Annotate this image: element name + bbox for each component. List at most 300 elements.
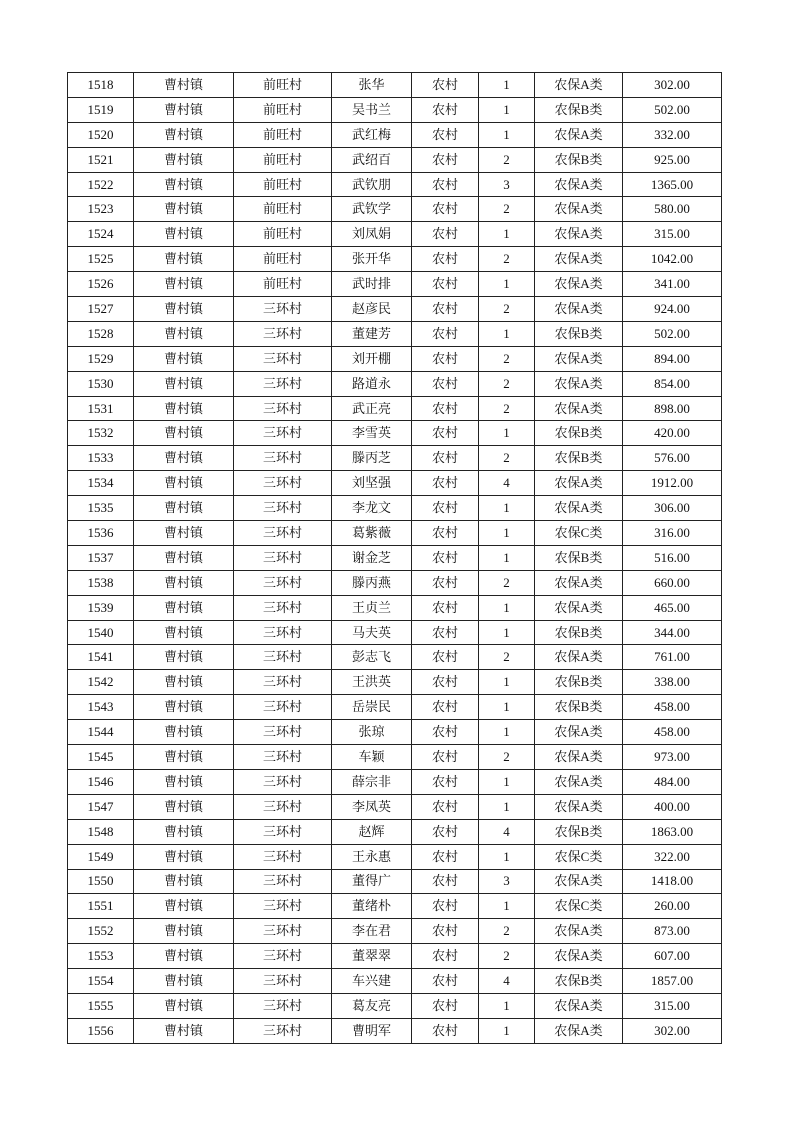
town-cell: 曹村镇 <box>134 297 234 322</box>
name-cell: 彭志飞 <box>332 645 412 670</box>
household-type-cell: 农村 <box>412 993 479 1018</box>
household-size-cell: 1 <box>479 521 535 546</box>
household-size-cell: 1 <box>479 73 535 98</box>
household-type-cell: 农村 <box>412 620 479 645</box>
village-cell: 三环村 <box>234 595 332 620</box>
serial-number-cell: 1519 <box>68 97 134 122</box>
name-cell: 张华 <box>332 73 412 98</box>
household-size-cell: 1 <box>479 844 535 869</box>
village-cell: 三环村 <box>234 521 332 546</box>
name-cell: 武绍百 <box>332 147 412 172</box>
village-cell: 三环村 <box>234 346 332 371</box>
serial-number-cell: 1541 <box>68 645 134 670</box>
name-cell: 车颖 <box>332 745 412 770</box>
table-row <box>68 197 722 222</box>
name-cell: 滕丙芝 <box>332 446 412 471</box>
amount-cell: 925.00 <box>623 147 722 172</box>
village-cell: 三环村 <box>234 695 332 720</box>
town-cell: 曹村镇 <box>134 695 234 720</box>
household-size-cell: 2 <box>479 247 535 272</box>
town-cell: 曹村镇 <box>134 147 234 172</box>
name-cell: 董得广 <box>332 869 412 894</box>
household-type-cell: 农村 <box>412 869 479 894</box>
town-cell: 曹村镇 <box>134 197 234 222</box>
serial-number-cell: 1522 <box>68 172 134 197</box>
insurance-category-cell: 农保A类 <box>535 396 623 421</box>
village-cell: 三环村 <box>234 769 332 794</box>
amount-cell: 400.00 <box>623 794 722 819</box>
table-row <box>68 869 722 894</box>
household-size-cell: 1 <box>479 670 535 695</box>
serial-number-cell: 1518 <box>68 73 134 98</box>
town-cell: 曹村镇 <box>134 745 234 770</box>
amount-cell: 484.00 <box>623 769 722 794</box>
name-cell: 车兴建 <box>332 969 412 994</box>
town-cell: 曹村镇 <box>134 993 234 1018</box>
name-cell: 董建芳 <box>332 321 412 346</box>
serial-number-cell: 1554 <box>68 969 134 994</box>
table-row <box>68 919 722 944</box>
amount-cell: 894.00 <box>623 346 722 371</box>
household-size-cell: 4 <box>479 471 535 496</box>
insurance-category-cell: 农保B类 <box>535 545 623 570</box>
town-cell: 曹村镇 <box>134 944 234 969</box>
town-cell: 曹村镇 <box>134 595 234 620</box>
amount-cell: 607.00 <box>623 944 722 969</box>
serial-number-cell: 1539 <box>68 595 134 620</box>
table-row <box>68 272 722 297</box>
household-type-cell: 农村 <box>412 595 479 620</box>
name-cell: 滕丙燕 <box>332 570 412 595</box>
village-cell: 三环村 <box>234 844 332 869</box>
household-size-cell: 1 <box>479 794 535 819</box>
amount-cell: 873.00 <box>623 919 722 944</box>
serial-number-cell: 1521 <box>68 147 134 172</box>
name-cell: 马夫英 <box>332 620 412 645</box>
insurance-category-cell: 农保B类 <box>535 620 623 645</box>
name-cell: 薛宗非 <box>332 769 412 794</box>
village-cell: 三环村 <box>234 620 332 645</box>
amount-cell: 1365.00 <box>623 172 722 197</box>
household-type-cell: 农村 <box>412 97 479 122</box>
insurance-category-cell: 农保A类 <box>535 471 623 496</box>
town-cell: 曹村镇 <box>134 844 234 869</box>
name-cell: 武钦学 <box>332 197 412 222</box>
name-cell: 武时排 <box>332 272 412 297</box>
name-cell: 吴书兰 <box>332 97 412 122</box>
amount-cell: 302.00 <box>623 73 722 98</box>
name-cell: 张琼 <box>332 720 412 745</box>
insurance-category-cell: 农保A类 <box>535 297 623 322</box>
village-cell: 前旺村 <box>234 272 332 297</box>
table-row <box>68 396 722 421</box>
table-row <box>68 595 722 620</box>
household-size-cell: 1 <box>479 421 535 446</box>
household-type-cell: 农村 <box>412 247 479 272</box>
insurance-category-cell: 农保A类 <box>535 645 623 670</box>
village-cell: 三环村 <box>234 471 332 496</box>
table-row <box>68 844 722 869</box>
village-cell: 三环村 <box>234 446 332 471</box>
serial-number-cell: 1543 <box>68 695 134 720</box>
name-cell: 刘坚强 <box>332 471 412 496</box>
table-row <box>68 794 722 819</box>
insurance-category-cell: 农保A类 <box>535 919 623 944</box>
table-row <box>68 545 722 570</box>
village-cell: 三环村 <box>234 1018 332 1043</box>
serial-number-cell: 1525 <box>68 247 134 272</box>
serial-number-cell: 1532 <box>68 421 134 446</box>
insurance-category-cell: 农保A类 <box>535 272 623 297</box>
table-row <box>68 993 722 1018</box>
name-cell: 岳崇民 <box>332 695 412 720</box>
village-cell: 三环村 <box>234 545 332 570</box>
amount-cell: 1042.00 <box>623 247 722 272</box>
household-type-cell: 农村 <box>412 545 479 570</box>
name-cell: 赵彦民 <box>332 297 412 322</box>
household-type-cell: 农村 <box>412 197 479 222</box>
town-cell: 曹村镇 <box>134 222 234 247</box>
insurance-category-cell: 农保B类 <box>535 147 623 172</box>
table-row <box>68 645 722 670</box>
household-type-cell: 农村 <box>412 222 479 247</box>
household-size-cell: 1 <box>479 595 535 620</box>
household-size-cell: 2 <box>479 371 535 396</box>
insurance-category-cell: 农保A类 <box>535 73 623 98</box>
name-cell: 李在君 <box>332 919 412 944</box>
amount-cell: 322.00 <box>623 844 722 869</box>
amount-cell: 761.00 <box>623 645 722 670</box>
household-size-cell: 2 <box>479 297 535 322</box>
household-type-cell: 农村 <box>412 894 479 919</box>
amount-cell: 458.00 <box>623 720 722 745</box>
table-row <box>68 1018 722 1043</box>
household-size-cell: 2 <box>479 745 535 770</box>
household-size-cell: 1 <box>479 496 535 521</box>
town-cell: 曹村镇 <box>134 720 234 745</box>
insurance-category-cell: 农保B类 <box>535 321 623 346</box>
name-cell: 葛友亮 <box>332 993 412 1018</box>
serial-number-cell: 1555 <box>68 993 134 1018</box>
amount-cell: 898.00 <box>623 396 722 421</box>
household-type-cell: 农村 <box>412 421 479 446</box>
insurance-category-cell: 农保A类 <box>535 371 623 396</box>
household-size-cell: 2 <box>479 919 535 944</box>
serial-number-cell: 1528 <box>68 321 134 346</box>
town-cell: 曹村镇 <box>134 919 234 944</box>
insurance-category-cell: 农保A类 <box>535 769 623 794</box>
insurance-category-cell: 农保A类 <box>535 122 623 147</box>
insurance-category-cell: 农保A类 <box>535 346 623 371</box>
insurance-category-cell: 农保A类 <box>535 993 623 1018</box>
serial-number-cell: 1551 <box>68 894 134 919</box>
amount-cell: 420.00 <box>623 421 722 446</box>
subsidy-table <box>67 72 722 1044</box>
table-row <box>68 521 722 546</box>
amount-cell: 315.00 <box>623 993 722 1018</box>
insurance-category-cell: 农保C类 <box>535 844 623 869</box>
household-size-cell: 4 <box>479 969 535 994</box>
serial-number-cell: 1530 <box>68 371 134 396</box>
serial-number-cell: 1544 <box>68 720 134 745</box>
amount-cell: 1857.00 <box>623 969 722 994</box>
town-cell: 曹村镇 <box>134 73 234 98</box>
household-type-cell: 农村 <box>412 794 479 819</box>
amount-cell: 302.00 <box>623 1018 722 1043</box>
amount-cell: 344.00 <box>623 620 722 645</box>
household-type-cell: 农村 <box>412 471 479 496</box>
village-cell: 三环村 <box>234 321 332 346</box>
name-cell: 谢金芝 <box>332 545 412 570</box>
insurance-category-cell: 农保A类 <box>535 496 623 521</box>
name-cell: 曹明军 <box>332 1018 412 1043</box>
insurance-category-cell: 农保A类 <box>535 172 623 197</box>
name-cell: 王洪英 <box>332 670 412 695</box>
town-cell: 曹村镇 <box>134 97 234 122</box>
table-row <box>68 944 722 969</box>
insurance-category-cell: 农保A类 <box>535 720 623 745</box>
serial-number-cell: 1524 <box>68 222 134 247</box>
village-cell: 三环村 <box>234 371 332 396</box>
table-row <box>68 570 722 595</box>
table-row <box>68 346 722 371</box>
table-row <box>68 496 722 521</box>
town-cell: 曹村镇 <box>134 645 234 670</box>
insurance-category-cell: 农保A类 <box>535 595 623 620</box>
town-cell: 曹村镇 <box>134 446 234 471</box>
town-cell: 曹村镇 <box>134 819 234 844</box>
household-size-cell: 1 <box>479 620 535 645</box>
serial-number-cell: 1538 <box>68 570 134 595</box>
household-type-cell: 农村 <box>412 346 479 371</box>
insurance-category-cell: 农保B类 <box>535 446 623 471</box>
name-cell: 王贞兰 <box>332 595 412 620</box>
village-cell: 三环村 <box>234 993 332 1018</box>
household-type-cell: 农村 <box>412 396 479 421</box>
town-cell: 曹村镇 <box>134 396 234 421</box>
amount-cell: 660.00 <box>623 570 722 595</box>
village-cell: 前旺村 <box>234 122 332 147</box>
amount-cell: 924.00 <box>623 297 722 322</box>
household-size-cell: 2 <box>479 396 535 421</box>
village-cell: 三环村 <box>234 745 332 770</box>
serial-number-cell: 1531 <box>68 396 134 421</box>
household-size-cell: 3 <box>479 869 535 894</box>
household-type-cell: 农村 <box>412 570 479 595</box>
village-cell: 前旺村 <box>234 172 332 197</box>
amount-cell: 306.00 <box>623 496 722 521</box>
table-row <box>68 73 722 98</box>
serial-number-cell: 1534 <box>68 471 134 496</box>
amount-cell: 465.00 <box>623 595 722 620</box>
amount-cell: 260.00 <box>623 894 722 919</box>
serial-number-cell: 1553 <box>68 944 134 969</box>
amount-cell: 516.00 <box>623 545 722 570</box>
name-cell: 刘开棚 <box>332 346 412 371</box>
household-size-cell: 2 <box>479 645 535 670</box>
household-type-cell: 农村 <box>412 521 479 546</box>
household-type-cell: 农村 <box>412 272 479 297</box>
insurance-category-cell: 农保A类 <box>535 197 623 222</box>
insurance-category-cell: 农保B类 <box>535 97 623 122</box>
village-cell: 三环村 <box>234 570 332 595</box>
insurance-category-cell: 农保B类 <box>535 670 623 695</box>
amount-cell: 973.00 <box>623 745 722 770</box>
village-cell: 三环村 <box>234 819 332 844</box>
name-cell: 葛紫薇 <box>332 521 412 546</box>
town-cell: 曹村镇 <box>134 794 234 819</box>
name-cell: 李凤英 <box>332 794 412 819</box>
amount-cell: 1912.00 <box>623 471 722 496</box>
insurance-category-cell: 农保C类 <box>535 521 623 546</box>
town-cell: 曹村镇 <box>134 471 234 496</box>
household-size-cell: 1 <box>479 122 535 147</box>
household-type-cell: 农村 <box>412 446 479 471</box>
household-type-cell: 农村 <box>412 844 479 869</box>
town-cell: 曹村镇 <box>134 869 234 894</box>
table-row <box>68 695 722 720</box>
village-cell: 前旺村 <box>234 73 332 98</box>
village-cell: 三环村 <box>234 297 332 322</box>
village-cell: 前旺村 <box>234 147 332 172</box>
household-type-cell: 农村 <box>412 371 479 396</box>
table-row <box>68 421 722 446</box>
table-row <box>68 172 722 197</box>
insurance-category-cell: 农保B类 <box>535 421 623 446</box>
serial-number-cell: 1545 <box>68 745 134 770</box>
household-size-cell: 1 <box>479 993 535 1018</box>
amount-cell: 1418.00 <box>623 869 722 894</box>
household-size-cell: 1 <box>479 97 535 122</box>
insurance-category-cell: 农保A类 <box>535 247 623 272</box>
serial-number-cell: 1533 <box>68 446 134 471</box>
town-cell: 曹村镇 <box>134 272 234 297</box>
household-size-cell: 1 <box>479 894 535 919</box>
serial-number-cell: 1549 <box>68 844 134 869</box>
serial-number-cell: 1550 <box>68 869 134 894</box>
name-cell: 刘凤娟 <box>332 222 412 247</box>
household-type-cell: 农村 <box>412 695 479 720</box>
town-cell: 曹村镇 <box>134 521 234 546</box>
table-row <box>68 670 722 695</box>
household-type-cell: 农村 <box>412 919 479 944</box>
serial-number-cell: 1540 <box>68 620 134 645</box>
serial-number-cell: 1527 <box>68 297 134 322</box>
amount-cell: 502.00 <box>623 321 722 346</box>
amount-cell: 332.00 <box>623 122 722 147</box>
serial-number-cell: 1556 <box>68 1018 134 1043</box>
town-cell: 曹村镇 <box>134 421 234 446</box>
town-cell: 曹村镇 <box>134 769 234 794</box>
household-size-cell: 2 <box>479 570 535 595</box>
household-type-cell: 农村 <box>412 819 479 844</box>
household-size-cell: 1 <box>479 545 535 570</box>
insurance-category-cell: 农保A类 <box>535 570 623 595</box>
village-cell: 三环村 <box>234 944 332 969</box>
village-cell: 三环村 <box>234 720 332 745</box>
village-cell: 三环村 <box>234 969 332 994</box>
name-cell: 赵辉 <box>332 819 412 844</box>
household-type-cell: 农村 <box>412 745 479 770</box>
name-cell: 武红梅 <box>332 122 412 147</box>
household-type-cell: 农村 <box>412 297 479 322</box>
town-cell: 曹村镇 <box>134 545 234 570</box>
village-cell: 三环村 <box>234 670 332 695</box>
household-size-cell: 3 <box>479 172 535 197</box>
household-type-cell: 农村 <box>412 1018 479 1043</box>
village-cell: 三环村 <box>234 894 332 919</box>
insurance-category-cell: 农保A类 <box>535 944 623 969</box>
table-row <box>68 147 722 172</box>
amount-cell: 458.00 <box>623 695 722 720</box>
household-size-cell: 2 <box>479 944 535 969</box>
household-type-cell: 农村 <box>412 73 479 98</box>
household-size-cell: 2 <box>479 346 535 371</box>
village-cell: 三环村 <box>234 869 332 894</box>
serial-number-cell: 1537 <box>68 545 134 570</box>
household-type-cell: 农村 <box>412 670 479 695</box>
serial-number-cell: 1536 <box>68 521 134 546</box>
table-row <box>68 446 722 471</box>
insurance-category-cell: 农保A类 <box>535 745 623 770</box>
table-row <box>68 297 722 322</box>
table-row <box>68 745 722 770</box>
household-size-cell: 1 <box>479 321 535 346</box>
village-cell: 三环村 <box>234 645 332 670</box>
table-row <box>68 371 722 396</box>
household-type-cell: 农村 <box>412 147 479 172</box>
name-cell: 董绪朴 <box>332 894 412 919</box>
serial-number-cell: 1529 <box>68 346 134 371</box>
amount-cell: 341.00 <box>623 272 722 297</box>
household-type-cell: 农村 <box>412 769 479 794</box>
name-cell: 武钦朋 <box>332 172 412 197</box>
village-cell: 三环村 <box>234 496 332 521</box>
name-cell: 路道永 <box>332 371 412 396</box>
serial-number-cell: 1547 <box>68 794 134 819</box>
town-cell: 曹村镇 <box>134 894 234 919</box>
table-row <box>68 720 722 745</box>
household-type-cell: 农村 <box>412 969 479 994</box>
household-type-cell: 农村 <box>412 172 479 197</box>
amount-cell: 502.00 <box>623 97 722 122</box>
town-cell: 曹村镇 <box>134 620 234 645</box>
household-size-cell: 1 <box>479 695 535 720</box>
serial-number-cell: 1542 <box>68 670 134 695</box>
village-cell: 三环村 <box>234 919 332 944</box>
table-row <box>68 222 722 247</box>
table-row <box>68 321 722 346</box>
insurance-category-cell: 农保A类 <box>535 869 623 894</box>
name-cell: 李雪英 <box>332 421 412 446</box>
serial-number-cell: 1520 <box>68 122 134 147</box>
town-cell: 曹村镇 <box>134 969 234 994</box>
insurance-category-cell: 农保C类 <box>535 894 623 919</box>
town-cell: 曹村镇 <box>134 1018 234 1043</box>
table-row <box>68 97 722 122</box>
amount-cell: 1863.00 <box>623 819 722 844</box>
household-size-cell: 4 <box>479 819 535 844</box>
town-cell: 曹村镇 <box>134 670 234 695</box>
village-cell: 前旺村 <box>234 97 332 122</box>
town-cell: 曹村镇 <box>134 247 234 272</box>
household-type-cell: 农村 <box>412 944 479 969</box>
serial-number-cell: 1548 <box>68 819 134 844</box>
amount-cell: 315.00 <box>623 222 722 247</box>
household-type-cell: 农村 <box>412 645 479 670</box>
table-row <box>68 969 722 994</box>
town-cell: 曹村镇 <box>134 321 234 346</box>
